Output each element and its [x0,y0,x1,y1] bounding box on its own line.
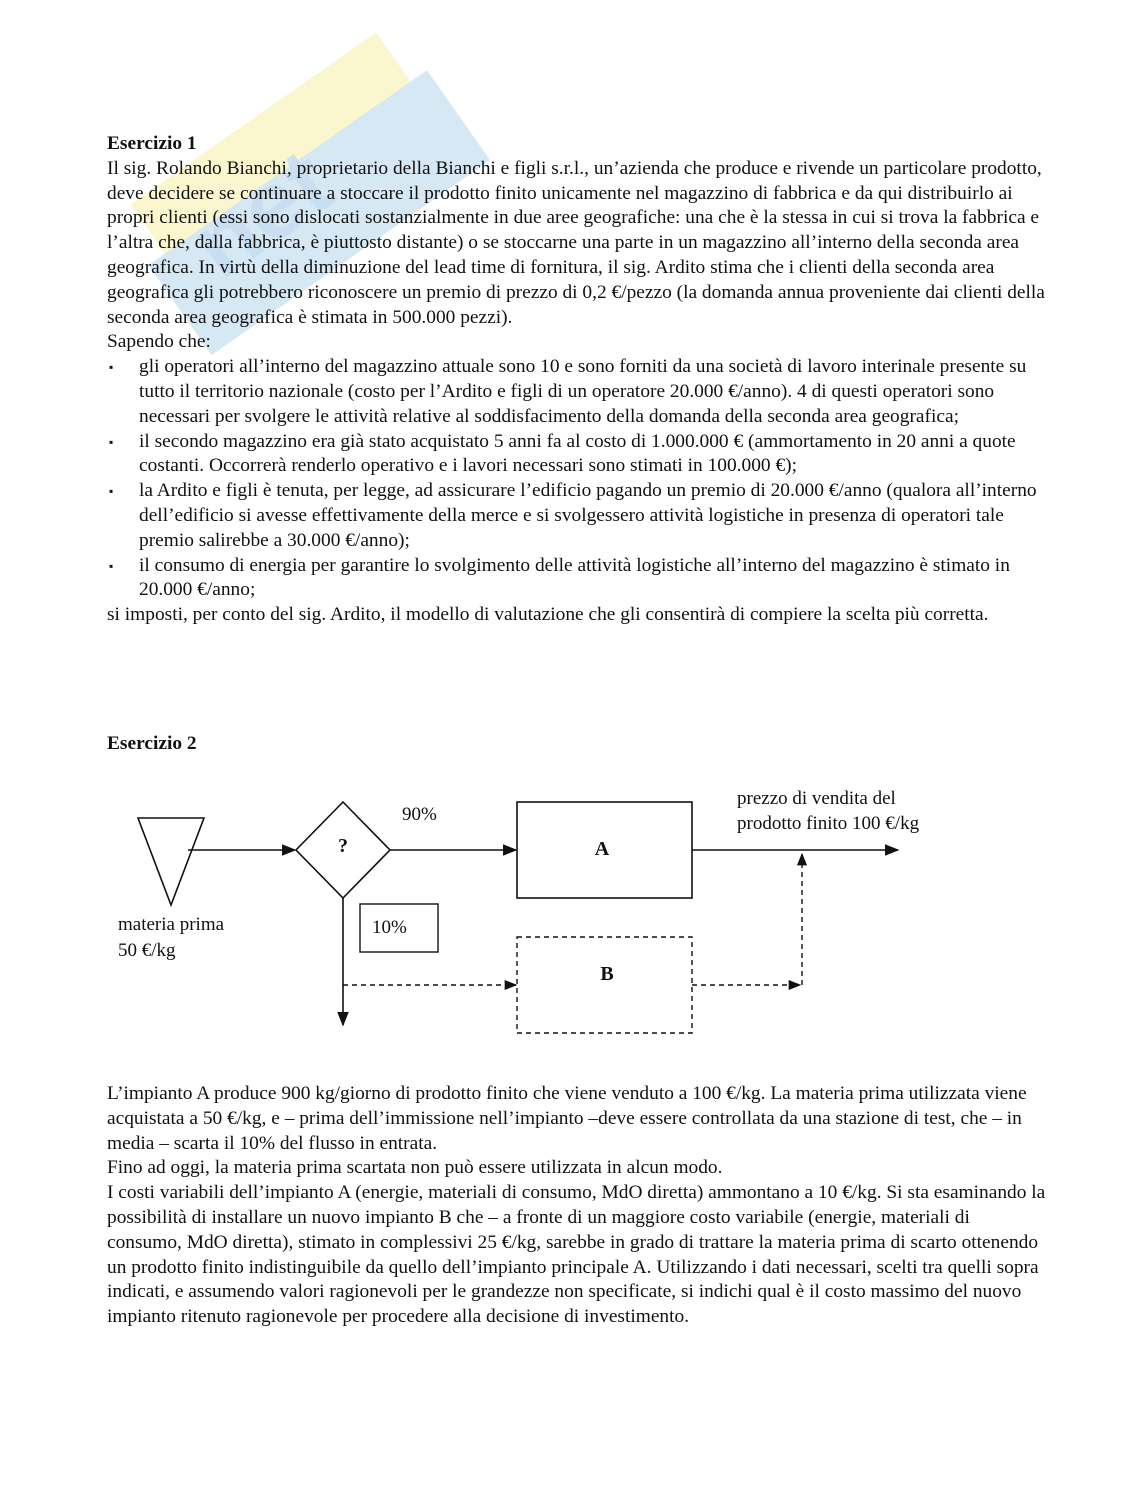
exercise-2-title: Esercizio 2 [107,733,197,754]
exercise-1-intro: Il sig. Rolando Bianchi, proprietario della Bianchi e figli s.r.l., un’azienda che produce e rivende un particolare prodotto, deve decidere se continuare a stoccare il prodotto finito unicamente nel magazzino di fabbrica e da qui distribuirlo ai propri clienti (essi sono dislocati sostanzialmente in due aree geografiche: una che è la stessa in cui si trova la fabbrica e l’altra che, dalla fabbrica, è piuttosto distante) o se stoccarne una parte in un magazzino all’interno della seconda area geografica. In virtù della diminuzione del lead time di fornitura, il sig. Ardito stima che i clienti della seconda area geografica gli potrebbero riconoscere un premio di prezzo di 0,2 €/pezzo (la domanda annua proveniente dai clienti della seconda area geografica è stimata in 500.000 pezzi). [107,157,1045,328]
exercise-2-paragraph: I costi variabili dell’impianto A (energie, materiali di consumo, MdO diretta) ammontano a 10 €/kg. Si sta esaminando la possibilità di installare un nuovo impianto B che – a fronte di un maggiore costo variabile (energie, materiali di consumo, MdO diretta), stimato in complessivi 25 €/kg, sarebbe in grado di trattare la materia prima di scarto ottenendo un prodotto finito indistinguibile da quello dell’impianto principale A. Utilizzando i dati necessari, scelti tra quelli sopra indicati, e assumendo valori ragionevoli per le grandezze non specificate, si indichi qual è il costo massimo del nuovo impianto ritenuto ragionevole per procedere alla decisione di investimento. [107,1182,1046,1328]
exercise-1 [107,132,1047,628]
exercise-1-closing: si imposti, per conto del sig. Ardito, il modello di valutazione che gli consentirà di compiere la scelta più corretta. [107,604,989,626]
exercise-1-knowing: Sapendo che: [107,331,211,353]
bullet-text: la Ardito e figli è tenuta, per legge, ad assicurare l’edificio pagando un premio di 20.000 €/anno (qualora all’interno dell’edificio si avesse effettivamente della merce e si svolgessero attività logistiche in presenza di operatori tale premio salirebbe a 30.000 €/anno); [139,480,1037,551]
exercise-1-bullet-list [107,355,1047,603]
svg-text:net: net [171,128,351,299]
plant-a-label: A [594,838,610,860]
exercise-2-paragraph: L’impianto A produce 900 kg/giorno di prodotto finito che viene venduto a 100 €/kg. La materia prima utilizzata viene acquistata a 50 €/kg, e – prima dell’immissione nell’impianto –deve essere controllata da una stazione di test, che – in media – scarta il 10% del flusso in entrata. [107,1083,1027,1154]
reject-percentage: 10% [372,917,407,938]
bullet-text: gli operatori all’interno del magazzino attuale sono 10 e sono forniti da una società di lavoro interinale presente su tutto il territorio nazionale (costo per l’Ardito e figli di un operatore 20.000 €/anno). 4 di questi operatori sono necessari per svolgere le attività relative al soddisfacimento della domanda della seconda area geografica; [139,356,1027,427]
process-flow-diagram [100,770,980,1050]
list-item [107,479,1047,553]
bullet-marker: ▪ [109,484,114,499]
bullet-marker: ▪ [109,558,114,573]
raw-material-label-2: 50 €/kg [118,940,176,961]
plant-b-box [517,937,692,1033]
test-symbol: ? [338,835,348,857]
list-item [107,554,1047,604]
plant-b-label: B [600,963,614,985]
exercise-2-paragraph: Fino ad oggi, la materia prima scartata non può essere utilizzata in alcun modo. [107,1157,723,1179]
output-label-2: prodotto finito 100 €/kg [737,813,920,834]
raw-material-label-1: materia prima [118,914,225,935]
list-item [107,355,1047,429]
bullet-text: il secondo magazzino era già stato acquistato 5 anni fa al costo di 1.000.000 € (ammortamento in 20 anni a quote costanti. Occorrerà renderlo operativo e i lavori necessari sono stimati in 100.000 €); [139,430,1016,477]
exercise-2-text [107,1082,1047,1330]
bullet-marker: ▪ [109,360,114,375]
bullet-text: il consumo di energia per garantire lo svolgimento delle attività logistiche all’interno del magazzino è stimato in 20.000 €/anno; [139,554,1010,601]
exercise-1-title: Esercizio 1 [107,133,197,154]
bullet-marker: ▪ [109,434,114,449]
pass-percentage: 90% [402,804,437,825]
list-item [107,430,1047,480]
output-label-1: prezzo di vendita del [737,788,896,809]
raw-material-triangle [138,818,204,905]
